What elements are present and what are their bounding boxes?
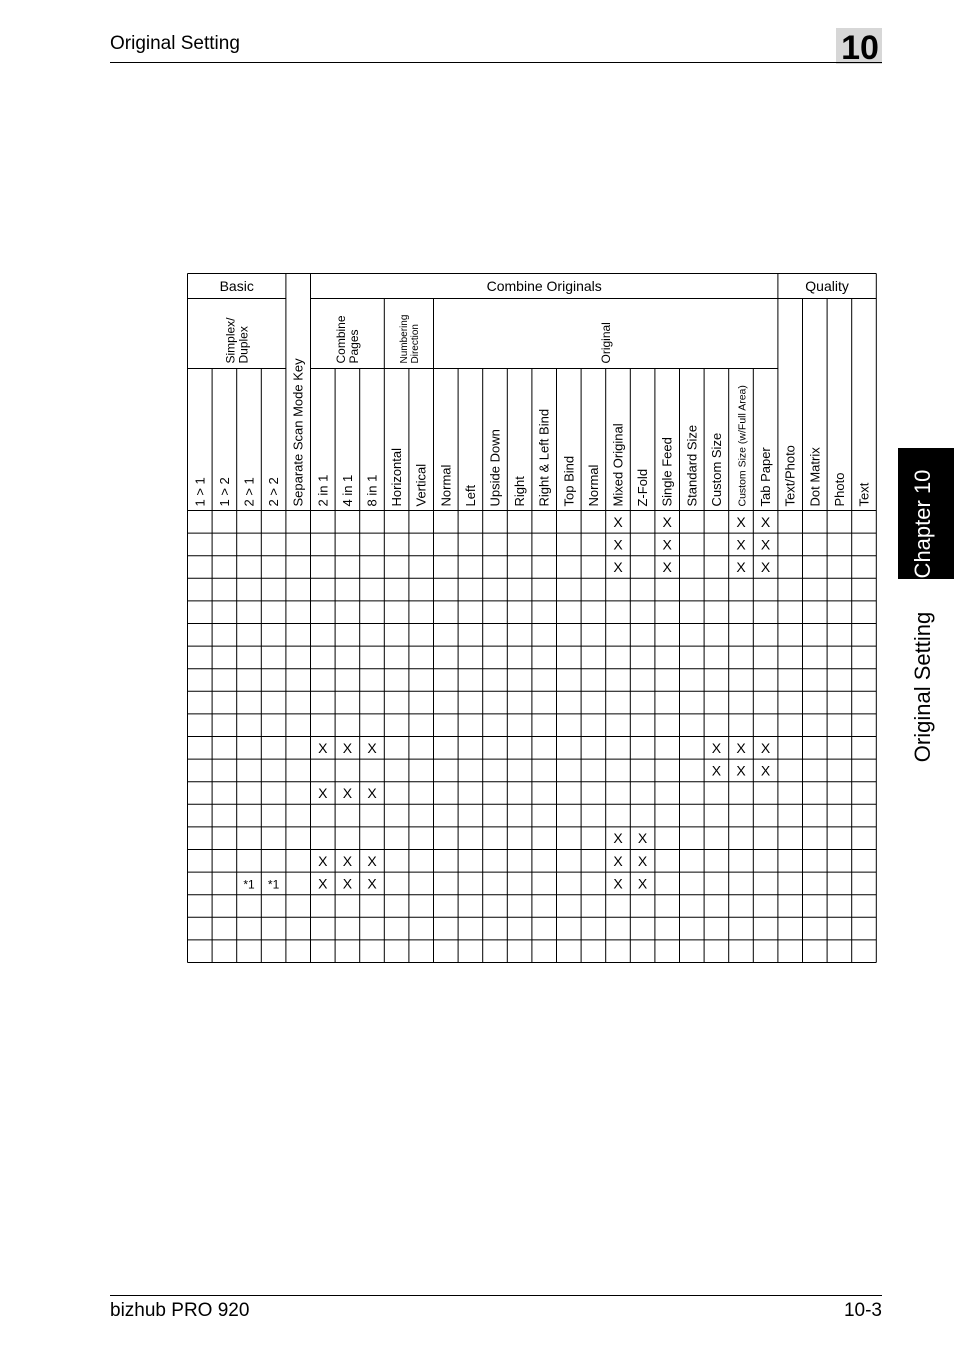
side-tab-section-label: Original Setting xyxy=(910,611,935,763)
cell-mark: X xyxy=(662,559,672,575)
cell-mark: X xyxy=(736,762,746,779)
cell-mark: X xyxy=(613,875,623,892)
column-header: Tab Paper xyxy=(758,447,774,507)
cell-mark: X xyxy=(367,739,377,756)
cell-mark: X xyxy=(760,559,771,575)
cell-mark: X xyxy=(318,852,328,869)
cell-mark: X xyxy=(342,739,353,756)
side-tab-chapter-label: Chapter 10 xyxy=(910,469,935,579)
column-header: 1 > 1 xyxy=(192,477,208,507)
column-header: Text xyxy=(856,482,872,507)
cell-mark: X xyxy=(662,513,672,530)
cell-mark: X xyxy=(736,739,746,756)
column-header: Dot Matrix xyxy=(807,447,823,507)
cell-mark: X xyxy=(318,785,328,801)
subgroup-header: Simplex/ xyxy=(223,317,238,364)
group-header: Quality xyxy=(805,278,849,294)
cell-mark: *1 xyxy=(243,877,255,892)
footer-page-number: 10-3 xyxy=(843,1300,882,1321)
column-header: Top Bind xyxy=(561,455,577,507)
chapter-number: 10 xyxy=(841,29,879,67)
column-header: Left xyxy=(462,484,478,507)
footer-rule xyxy=(110,1295,882,1296)
group-header: Basic xyxy=(219,278,254,294)
column-header: 8 in 1 xyxy=(364,474,380,507)
cell-mark: X xyxy=(736,536,746,553)
cell-mark: X xyxy=(711,762,722,779)
column-header: 2 > 2 xyxy=(266,477,282,507)
subgroup-header: Direction xyxy=(410,324,421,364)
cell-mark: X xyxy=(760,762,771,779)
subgroup-header: Duplex xyxy=(236,326,251,364)
column-header: 2 in 1 xyxy=(315,474,331,507)
cell-mark: X xyxy=(637,875,648,892)
subgroup-header: Original xyxy=(599,322,614,364)
cell-mark: X xyxy=(367,875,377,892)
subgroup-header: Combine xyxy=(334,315,349,364)
column-header: Separate Scan Mode Key xyxy=(290,358,306,507)
cell-mark: X xyxy=(637,830,648,847)
cell-mark: X xyxy=(367,852,377,869)
column-header: Normal xyxy=(438,464,454,507)
cell-mark: X xyxy=(736,559,746,575)
column-header: Normal xyxy=(585,464,601,507)
column-header: 2 > 1 xyxy=(241,477,257,507)
cell-mark: *1 xyxy=(267,877,280,892)
footer-model-name: bizhub PRO 920 xyxy=(110,1300,250,1321)
cell-mark: X xyxy=(318,739,328,756)
cell-mark: X xyxy=(367,785,377,801)
cell-mark: X xyxy=(318,875,328,892)
cell-mark: X xyxy=(613,830,623,847)
cell-mark: X xyxy=(613,852,623,869)
column-header: 4 in 1 xyxy=(339,474,355,507)
cell-mark: X xyxy=(760,513,771,530)
column-header: Standard Size xyxy=(684,424,700,507)
column-header: 1 > 2 xyxy=(216,477,232,507)
column-header: Custom Size xyxy=(708,432,724,507)
column-header: Vertical xyxy=(413,463,429,507)
cell-mark: X xyxy=(760,536,771,553)
cell-mark: X xyxy=(736,513,746,530)
column-header: Single Feed xyxy=(659,437,675,507)
column-header: Right & Left Bind xyxy=(536,408,552,507)
column-header: Mixed Original xyxy=(610,423,626,507)
column-header: Right xyxy=(512,476,528,507)
cell-mark: X xyxy=(662,536,672,553)
cell-mark: X xyxy=(342,852,353,869)
column-header: Z-Fold xyxy=(635,468,651,507)
group-header: Combine Originals xyxy=(486,278,602,294)
cell-mark: X xyxy=(613,536,623,553)
running-header-title: Original Setting xyxy=(110,33,240,54)
subgroup-header: Numbering xyxy=(399,314,410,364)
subgroup-header: Pages xyxy=(347,329,362,364)
column-header: Text/Photo xyxy=(782,445,798,507)
column-header: Custom Size (w/Full Area) xyxy=(736,385,749,507)
cell-mark: X xyxy=(637,852,648,869)
cell-mark: X xyxy=(342,785,353,801)
cell-mark: X xyxy=(613,559,623,575)
cell-mark: X xyxy=(613,513,623,530)
column-header: Photo xyxy=(831,472,847,507)
cell-mark: X xyxy=(711,739,722,756)
column-header: Upside Down xyxy=(487,429,503,507)
cell-mark: X xyxy=(760,739,771,756)
column-header: Horizontal xyxy=(389,447,405,507)
cell-mark: X xyxy=(342,875,353,892)
